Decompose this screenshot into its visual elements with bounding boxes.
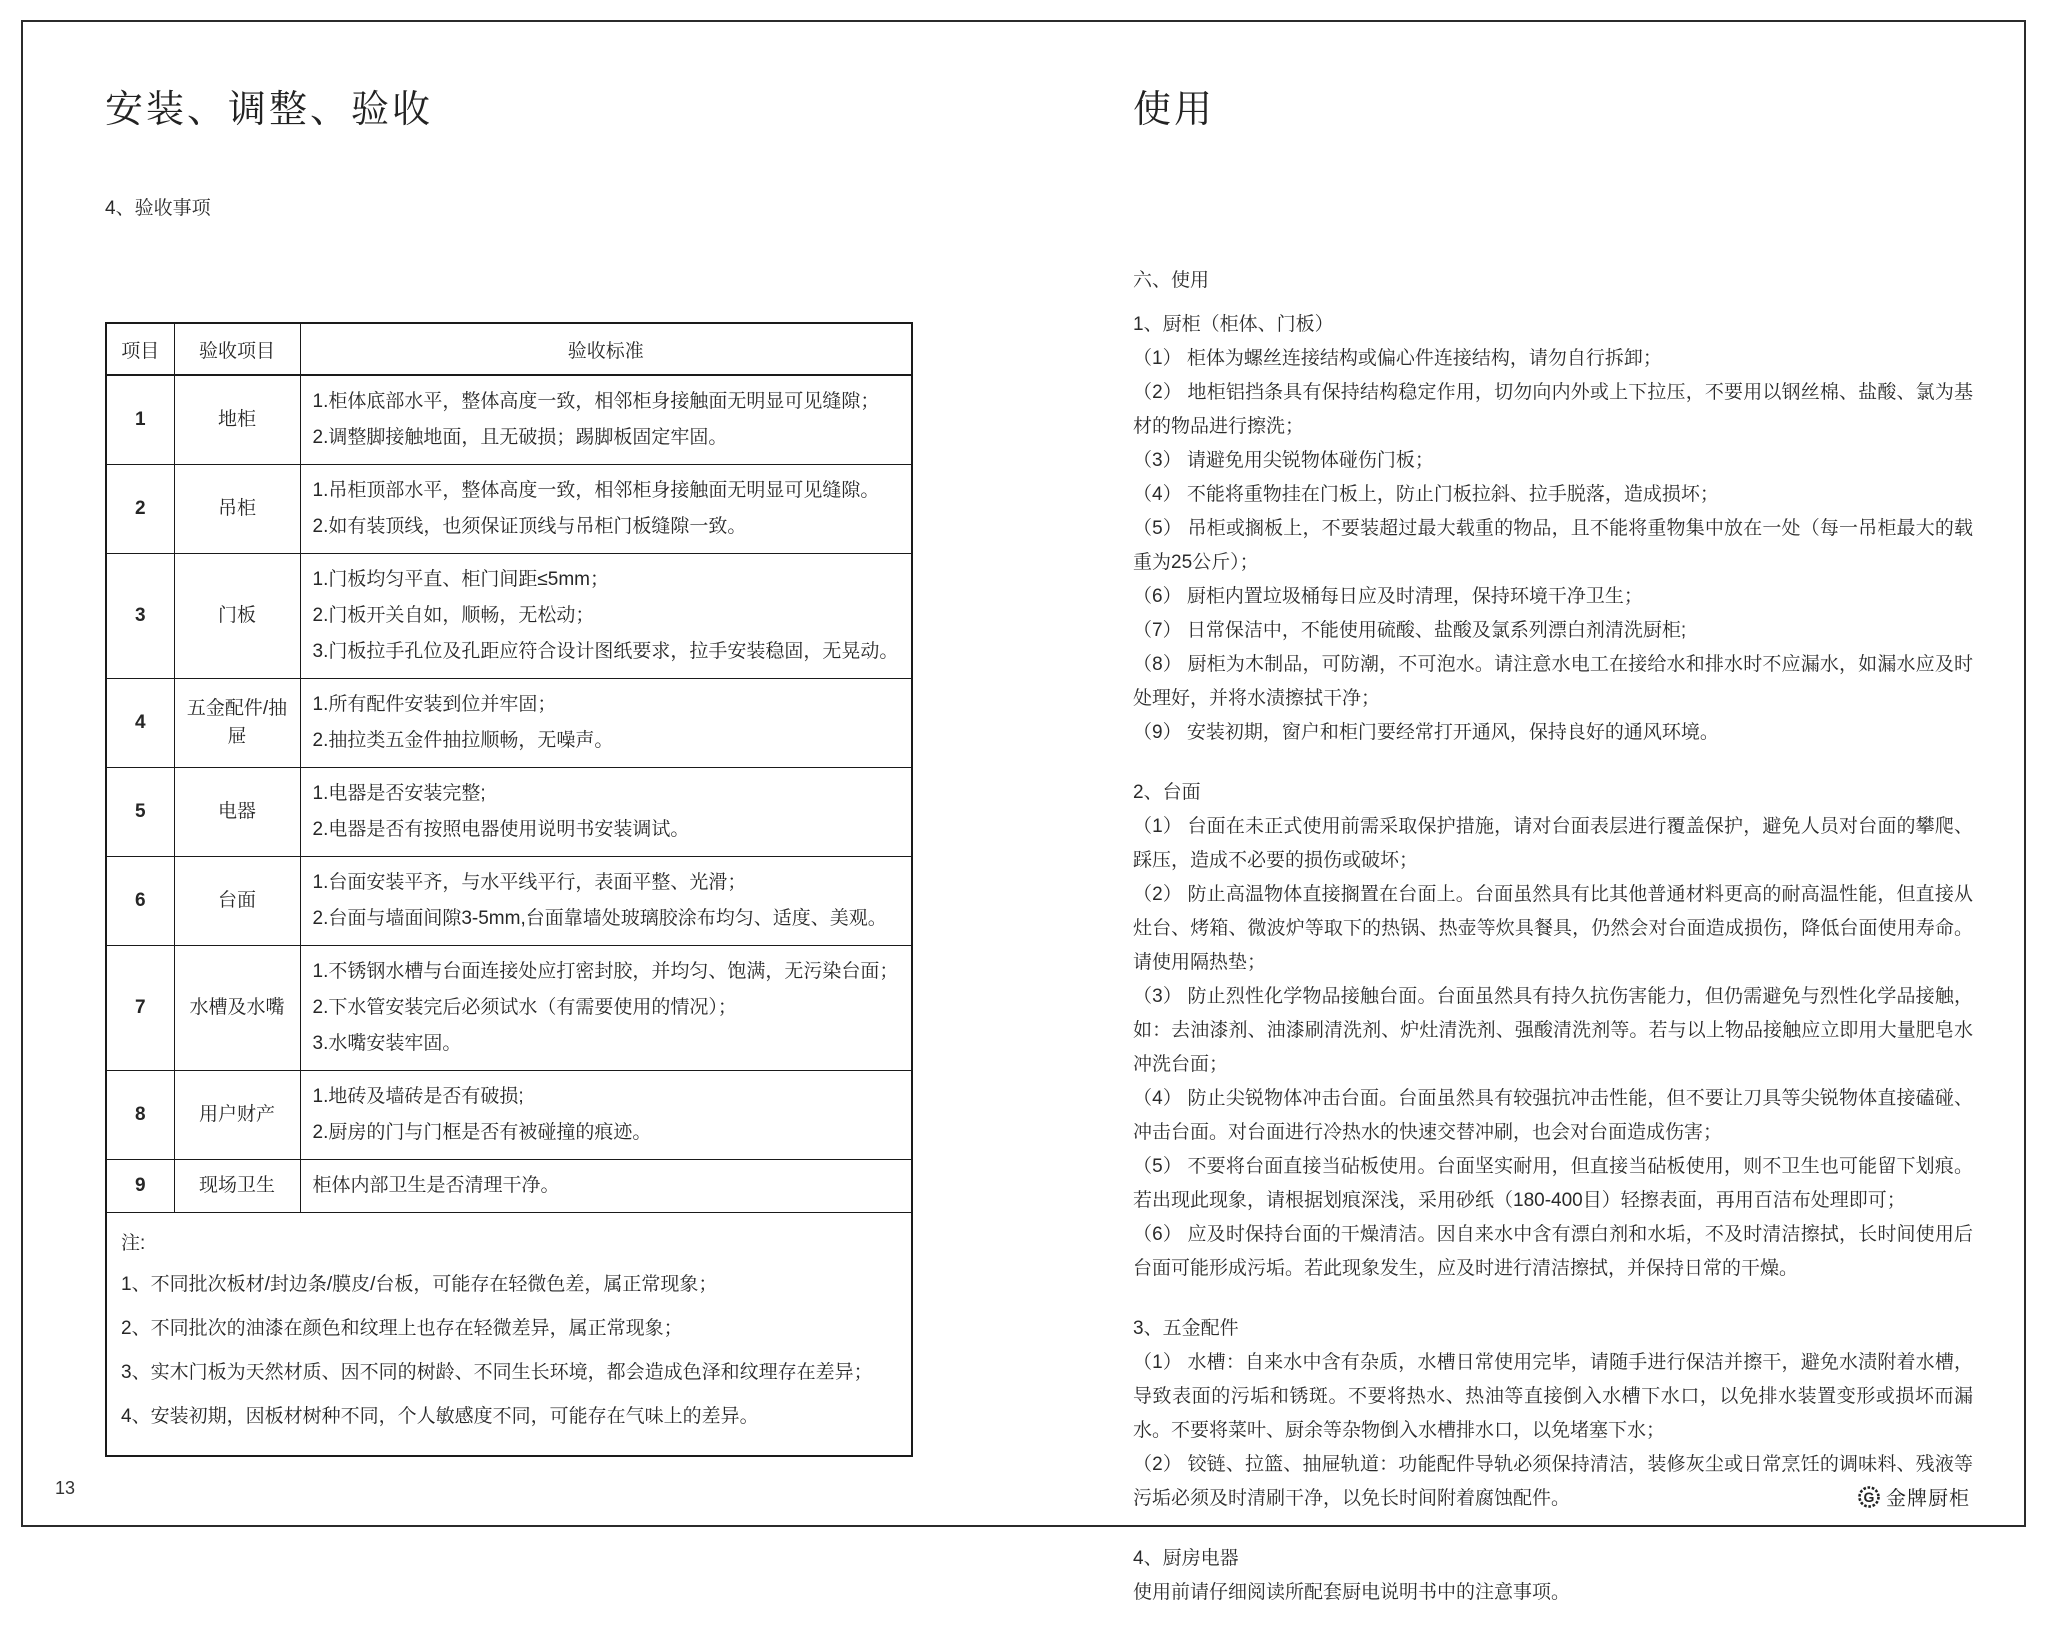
- row-criteria: [300, 554, 912, 679]
- table-row: [106, 465, 912, 554]
- criteria-line: 2.如有装顶线，也须保证顶线与吊柜门板缝隙一致。: [312, 516, 747, 537]
- table-header-row: [106, 323, 912, 375]
- brand-name: 金牌厨柜: [1886, 1488, 1970, 1510]
- table-row: [106, 1160, 912, 1213]
- usage-sections: [1133, 308, 1973, 1610]
- acceptance-table: [105, 322, 913, 1457]
- criteria-line: 2.台面与墙面间隙3-5mm,台面靠墙处玻璃胶涂布均匀、适度、美观。: [312, 908, 887, 929]
- criteria-line: 2.电器是否有按照电器使用说明书安装调试。: [312, 819, 690, 840]
- criteria-line: 2.调整脚接触地面，且无破损；踢脚板固定牢固。: [312, 427, 728, 448]
- row-criteria: [300, 768, 912, 857]
- usage-paragraph: 使用前请仔细阅读所配套厨电说明书中的注意事项。: [1133, 1582, 1571, 1603]
- brand-g-letter: G: [1863, 1488, 1875, 1505]
- usage-paragraph: （1） 柜体为螺丝连接结构或偏心件连接结构，请勿自行拆卸；: [1133, 348, 1662, 369]
- criteria-line: 1.柜体底部水平，整体高度一致，相邻柜身接触面无明显可见缝隙；: [312, 391, 880, 412]
- row-item-number: 3: [106, 554, 174, 679]
- usage-paragraph: （2） 防止高温物体直接搁置在台面上。台面虽然具有比其他普通材料更高的耐高温性能，但直接从灶台、烤箱、微波炉等取下的热锅、热壶等炊具餐具，仍然会对台面造成损伤，降低台面使用寿命。请使用隔热垫；: [1133, 884, 1973, 973]
- acceptance-section-heading: 4、验收事项: [105, 198, 211, 219]
- table-row: [106, 1071, 912, 1160]
- right-column: [1133, 88, 1973, 1636]
- usage-section-paragraphs: [1133, 810, 1973, 1286]
- row-item-name: 地柜: [174, 375, 300, 465]
- usage-paragraph: （1） 水槽：自来水中含有杂质，水槽日常使用完毕，请随手进行保洁并擦干，避免水渍附着水槽，导致表面的污垢和锈斑。不要将热水、热油等直接倒入水槽下水口，以免排水装置变形或损坏而漏水。不要将菜叶、厨余等杂物倒入水槽排水口，以免堵塞下水；: [1133, 1352, 1973, 1441]
- criteria-line: 1.门板均匀平直、柜门间距≤5mm；: [312, 569, 609, 590]
- table-row: [106, 768, 912, 857]
- usage-paragraph: （2） 铰链、拉篮、抽屉轨道：功能配件导轨必须保持清洁，装修灰尘或日常烹饪的调味料、残液等污垢必须及时清刷干净，以免长时间附着腐蚀配件。: [1133, 1454, 1973, 1509]
- row-item-number: 5: [106, 768, 174, 857]
- usage-section-heading: 4、厨房电器: [1133, 1548, 1239, 1569]
- table-row: [106, 554, 912, 679]
- usage-section-heading: 1、厨柜（柜体、门板）: [1133, 314, 1334, 335]
- usage-paragraph: （3） 请避免用尖锐物体碰伤门板；: [1133, 450, 1434, 471]
- usage-paragraph: （4） 防止尖锐物体冲击台面。台面虽然具有较强抗冲击性能，但不要让刀具等尖锐物体直接磕碰、冲击台面。对台面进行冷热水的快速交替冲刷，也会对台面造成伤害；: [1133, 1088, 1973, 1143]
- row-item-number: 1: [106, 375, 174, 465]
- right-page-title: 使用: [1133, 89, 1216, 131]
- usage-paragraph: （7） 日常保洁中，不能使用硫酸、盐酸及氯系列漂白剂清洗厨柜;: [1133, 620, 1687, 641]
- table-row: [106, 946, 912, 1071]
- row-item-name: 水槽及水嘴: [174, 946, 300, 1071]
- criteria-line: 3.门板拉手孔位及孔距应符合设计图纸要求，拉手安装稳固，无晃动。: [312, 641, 899, 662]
- left-column: [105, 88, 941, 1457]
- usage-paragraph: （6） 应及时保持台面的干燥清洁。因自来水中含有漂白剂和水垢，不及时清洁擦拭，长时间使用后台面可能形成污垢。若此现象发生，应及时进行清洁擦拭，并保持日常的干燥。: [1133, 1224, 1973, 1279]
- brand-gear-g-icon: [1857, 1485, 1881, 1509]
- brand-logo: [1857, 1482, 1970, 1511]
- table-notes-row: [106, 1213, 912, 1457]
- note-line: 1、不同批次板材/封边条/膜皮/台板，可能存在轻微色差，属正常现象；: [121, 1274, 718, 1295]
- usage-paragraph: （5） 吊柜或搁板上，不要装超过最大载重的物品，且不能将重物集中放在一处（每一吊柜最大的载重为25公斤）；: [1133, 518, 1973, 573]
- usage-paragraph: （2） 地柜铝挡条具有保持结构稳定作用，切勿向内外或上下拉压，不要用以钢丝棉、盐酸、氯为基材的物品进行擦洗；: [1133, 382, 1973, 437]
- usage-section-heading: 3、五金配件: [1133, 1318, 1239, 1339]
- col-header-item-no: 项目: [106, 323, 174, 375]
- row-item-number: 2: [106, 465, 174, 554]
- criteria-line: 1.电器是否安装完整;: [312, 783, 486, 804]
- usage-paragraph: （6） 厨柜内置垃圾桶每日应及时清理，保持环境干净卫生；: [1133, 586, 1643, 607]
- note-line: 3、实木门板为天然材质、因不同的树龄、不同生长环境，都会造成色泽和纹理存在差异；: [121, 1362, 873, 1383]
- criteria-line: 3.水嘴安装牢固。: [312, 1033, 462, 1054]
- usage-paragraph: （5） 不要将台面直接当砧板使用。台面坚实耐用，但直接当砧板使用，则不卫生也可能留下划痕。若出现此现象，请根据划痕深浅，采用砂纸（180-400目）轻擦表面，再用百洁布处理即可；: [1133, 1156, 1973, 1211]
- usage-paragraph: （8） 厨柜为木制品，可防潮，不可泡水。请注意水电工在接给水和排水时不应漏水，如漏水应及时处理好，并将水渍擦拭干净；: [1133, 654, 1973, 709]
- row-item-name: 电器: [174, 768, 300, 857]
- usage-chapter-heading: 六、使用: [1133, 270, 1210, 291]
- table-notes-list: [121, 1263, 897, 1439]
- criteria-line: 1.不锈钢水槽与台面连接处应打密封胶，并均匀、饱满，无污染台面；: [312, 961, 899, 982]
- criteria-line: 1.地砖及墙砖是否有破损;: [312, 1086, 524, 1107]
- criteria-line: 2.厨房的门与门框是否有被碰撞的痕迹。: [312, 1122, 652, 1143]
- criteria-line: 1.所有配件安装到位并牢固；: [312, 694, 557, 715]
- row-item-name: 吊柜: [174, 465, 300, 554]
- row-item-number: 7: [106, 946, 174, 1071]
- row-item-number: 9: [106, 1160, 174, 1213]
- usage-section-heading: 2、台面: [1133, 782, 1201, 803]
- usage-paragraph: （9） 安装初期，窗户和柜门要经常打开通风，保持良好的通风环境。: [1133, 722, 1719, 743]
- table-notes-cell: [106, 1213, 912, 1457]
- col-header-criteria: 验收标准: [300, 323, 912, 375]
- row-item-name: 现场卫生: [174, 1160, 300, 1213]
- row-item-name: 门板: [174, 554, 300, 679]
- criteria-line: 柜体内部卫生是否清理干净。: [312, 1175, 560, 1196]
- usage-section-paragraphs: [1133, 342, 1973, 750]
- row-item-name: 台面: [174, 857, 300, 946]
- row-criteria: [300, 1071, 912, 1160]
- row-item-number: 6: [106, 857, 174, 946]
- row-criteria: [300, 857, 912, 946]
- criteria-line: 1.台面安装平齐，与水平线平行，表面平整、光滑；: [312, 872, 747, 893]
- row-criteria: [300, 946, 912, 1071]
- row-item-number: 4: [106, 679, 174, 768]
- criteria-line: 2.下水管安装完后必须试水（有需要使用的情况）；: [312, 997, 737, 1018]
- usage-paragraph: （4） 不能将重物挂在门板上，防止门板拉斜、拉手脱落，造成损坏；: [1133, 484, 1719, 505]
- row-criteria: [300, 465, 912, 554]
- row-item-name: 五金配件/抽屉: [174, 679, 300, 768]
- left-page-title: 安装、调整、验收: [105, 89, 434, 131]
- table-row: [106, 857, 912, 946]
- usage-paragraph: （1） 台面在未正式使用前需采取保护措施，请对台面表层进行覆盖保护，避免人员对台面的攀爬、踩压，造成不必要的损伤或破坏；: [1133, 816, 1973, 871]
- criteria-line: 2.门板开关自如，顺畅，无松动；: [312, 605, 595, 626]
- criteria-line: 1.吊柜顶部水平，整体高度一致，相邻柜身接触面无明显可见缝隙。: [312, 480, 880, 501]
- acceptance-table-body: [106, 375, 912, 1213]
- note-line: 2、不同批次的油漆在颜色和纹理上也存在轻微差异，属正常现象；: [121, 1318, 683, 1339]
- usage-section: [1133, 776, 1973, 1286]
- row-item-name: 用户财产: [174, 1071, 300, 1160]
- row-criteria: [300, 1160, 912, 1213]
- usage-section: [1133, 1542, 1973, 1610]
- usage-section-paragraphs: [1133, 1346, 1973, 1516]
- criteria-line: 2.抽拉类五金件抽拉顺畅，无噪声。: [312, 730, 614, 751]
- notes-title: 注:: [121, 1233, 146, 1254]
- row-criteria: [300, 375, 912, 465]
- row-criteria: [300, 679, 912, 768]
- usage-paragraph: （3） 防止烈性化学物品接触台面。台面虽然具有持久抗伤害能力，但仍需避免与烈性化学品接触，如：去油漆剂、油漆刷清洗剂、炉灶清洗剂、强酸清洗剂等。若与以上物品接触应立即用大量肥皂水冲洗台面；: [1133, 986, 1973, 1075]
- col-header-item-name: 验收项目: [174, 323, 300, 375]
- table-row: [106, 375, 912, 465]
- page-number: 13: [55, 1478, 76, 1498]
- note-line: 4、安装初期，因板材树种不同，个人敏感度不同，可能存在气味上的差异。: [121, 1406, 759, 1427]
- table-row: [106, 679, 912, 768]
- row-item-number: 8: [106, 1071, 174, 1160]
- usage-section: [1133, 308, 1973, 750]
- usage-section: [1133, 1312, 1973, 1516]
- usage-section-paragraphs: [1133, 1576, 1973, 1610]
